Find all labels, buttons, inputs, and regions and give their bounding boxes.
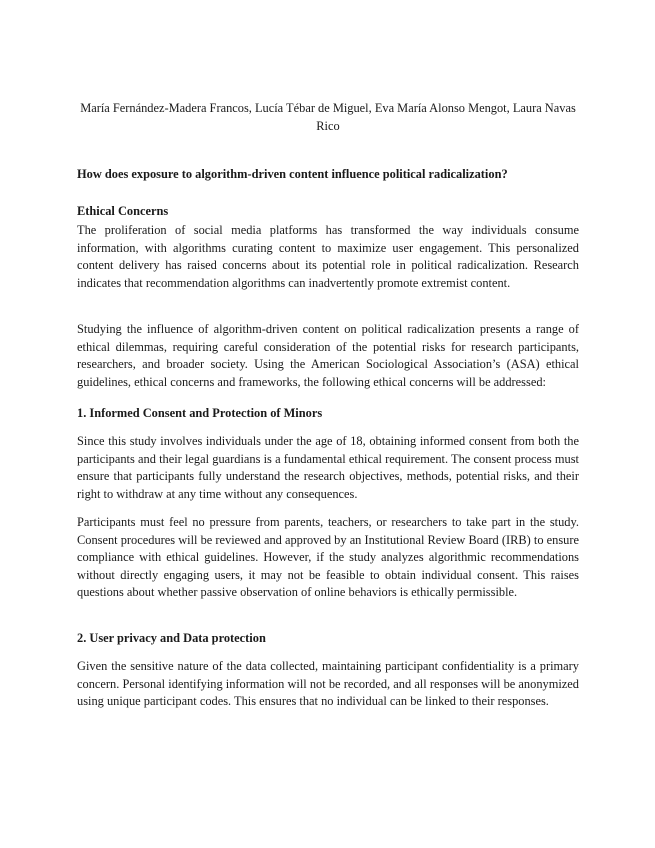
section-heading-privacy: 2. User privacy and Data protection <box>77 631 266 645</box>
section-heading-informed-consent: 1. Informed Consent and Protection of Minors <box>77 406 323 420</box>
paragraph-privacy-1: Given the sensitive nature of the data collected, maintaining participant confidentiality is a primary concern. Personal identifying information will not be recorded, and all responses will be anonymized using unique participant codes. This ensures that no individual can be linked to their responses. <box>77 659 579 709</box>
paragraph-informed-consent-1: Since this study involves individuals under the age of 18, obtaining informed consent from both the participants and their legal guardians is a fundamental ethical requirement. The consent process must ensure that participants fully understand the research objectives, methods, potential risks, and their right to withdraw at any time without any consequences. <box>77 434 579 501</box>
section-heading-ethical-concerns: Ethical Concerns <box>77 204 169 218</box>
paragraph-ethical-concerns-1: The proliferation of social media platforms has transformed the way individuals consume information, with algorithms curating content to maximize user engagement. This personalized content delivery has raised concerns about its potential role in political radicalization. Research indicates that recommendation algorithms can inadvertently promote extremist content. <box>77 223 579 290</box>
research-question: How does exposure to algorithm-driven content influence political radicalization? <box>77 167 508 181</box>
paragraph-ethical-concerns-2: Studying the influence of algorithm-driven content on political radicalization presents a range of ethical dilemmas, requiring careful consideration of the potential risks for research participants, researchers, and broader society. Using the American Sociological Association’s (ASA) ethical guidelines, ethical concerns and frameworks, the following ethical concerns will be addressed: <box>77 322 579 389</box>
author-list: María Fernández-Madera Francos, Lucía Tébar de Miguel, Eva María Alonso Mengot, Laura Navas Rico <box>80 101 576 133</box>
paragraph-informed-consent-2: Participants must feel no pressure from parents, teachers, or researchers to take part in the study. Consent procedures will be reviewed and approved by an Institutional Review Board (IRB) to ensure compliance with ethical guidelines. However, if the study analyzes algorithmic recommendations without directly engaging users, it may not be feasible to obtain individual consent. This raises questions about whether passive observation of online behaviors is ethically permissible. <box>77 515 579 600</box>
